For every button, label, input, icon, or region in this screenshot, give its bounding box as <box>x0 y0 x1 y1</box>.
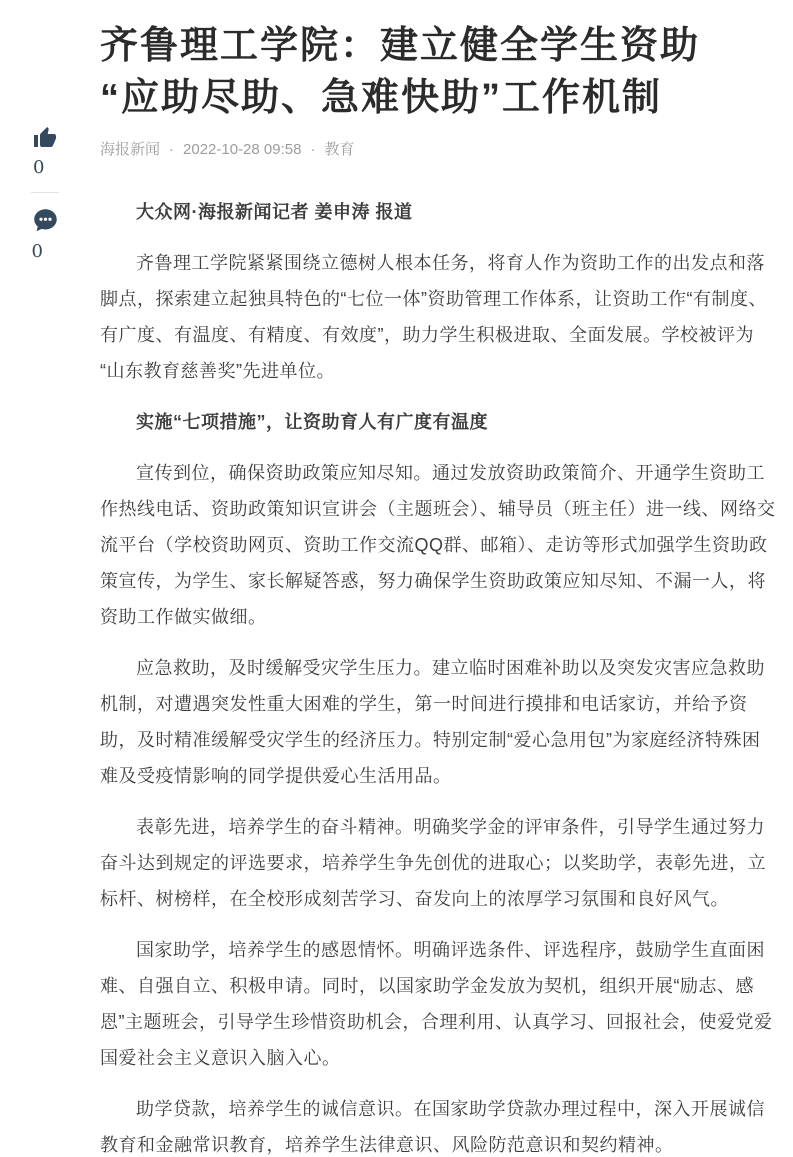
like-count: 0 <box>33 157 45 178</box>
meta-category[interactable]: 教育 <box>324 141 355 158</box>
like-block <box>33 126 57 179</box>
section-heading: 实施“七项措施”，让资助育人有广度有温度 <box>136 412 488 432</box>
page-title: 齐鲁理工学院：建立健全学生资助“应助尽助、急难快助”工作机制 <box>100 25 701 119</box>
engagement-divider <box>31 192 59 193</box>
meta-separator-dot: · <box>169 141 175 158</box>
article-paragraph: 国家助学，培养学生的感恩情怀。明确评选条件、评选程序，鼓励学生直面困难、自强自立、积极申请。同时，以国家助学金发放为契机，组织开展“励志、感恩”主题班会，引导学生珍惜资助机会，合理利用、认真学习、回报社会，使爱党爱国爱社会主义意识入脑入心。 <box>100 940 773 1068</box>
article-byline: 大众网·海报新闻记者 姜申涛 报道 <box>136 202 413 222</box>
article-paragraph: 表彰先进，培养学生的奋斗精神。明确奖学金的评审条件，引导学生通过努力奋斗达到规定的评选要求，培养学生争先创优的进取心；以奖助学，表彰先进，立标杆、树榜样，在全校形成刻苦学习、奋发向上的浓厚学习氛围和良好风气。 <box>100 817 766 909</box>
meta-source[interactable]: 海报新闻 <box>100 141 161 158</box>
comment-block <box>32 207 59 263</box>
thumbs-up-icon[interactable] <box>33 126 57 150</box>
article-meta <box>100 140 776 160</box>
meta-timestamp: 2022-10-28 09:58 <box>183 141 302 158</box>
article-paragraph: 宣传到位，确保资助政策应知尽知。通过发放资助政策简介、开通学生资助工作热线电话、资助政策知识宣讲会（主题班会）、辅导员（班主任）进一线、网络交流平台（学校资助网页、资助工作交流QQ群、邮箱）、走访等形式加强学生资助政策宣传，为学生、家长解疑答惑，努力确保学生资助政策应知尽知、不漏一人，将资助工作做实做细。 <box>100 463 776 627</box>
meta-separator-dot: · <box>310 141 316 158</box>
article-paragraph: 齐鲁理工学院紧紧围绕立德树人根本任务，将育人作为资助工作的出发点和落脚点，探索建立起独具特色的“七位一体”资助管理工作体系，让资助工作“有制度、有广度、有温度、有精度、有效度”，助力学生积极进取、全面发展。学校被评为“山东教育慈善奖”先进单位。 <box>100 253 767 381</box>
comment-bubble-icon[interactable] <box>32 207 59 234</box>
comment-count: 0 <box>31 241 43 262</box>
article-body <box>100 194 776 1157</box>
article-paragraph: 助学贷款，培养学生的诚信意识。在国家助学贷款办理过程中，深入开展诚信教育和金融常识教育，培养学生法律意识、风险防范意识和契约精神。 <box>100 1099 765 1155</box>
article-paragraph: 应急救助，及时缓解受灾学生压力。建立临时困难补助以及突发灾害应急救助机制，对遭遇突发性重大困难的学生，第一时间进行摸排和电话家访，并给予资助，及时精准缓解受灾学生的经济压力。特别定制“爱心急用包”为家庭经济特殊困难及受疫情影响的同学提供爱心生活用品。 <box>100 658 765 786</box>
engagement-sidebar <box>28 126 62 263</box>
